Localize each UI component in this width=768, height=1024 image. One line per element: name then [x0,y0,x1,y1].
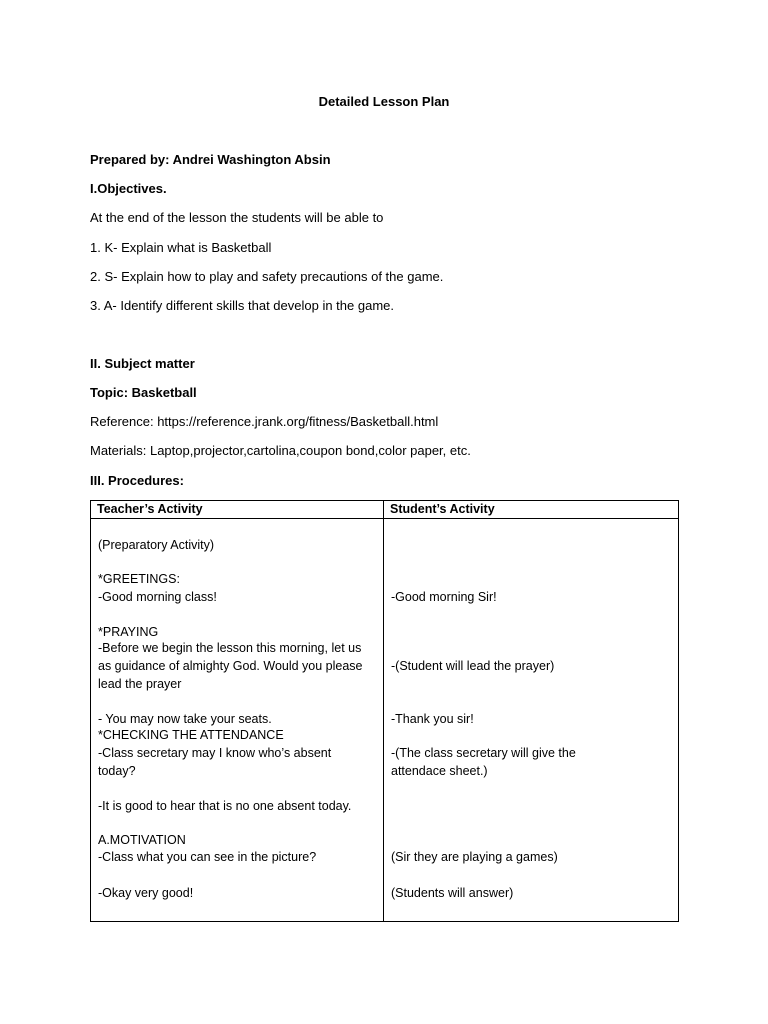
teacher-line: -It is good to hear that is no one absent today. [98,799,352,813]
student-activity-cell [384,519,679,922]
objective-item-s: 2. S- Explain how to play and safety precautions of the game. [90,269,444,284]
table-row [91,519,679,922]
student-line: -(Student will lead the prayer) [391,659,555,673]
procedures-heading: III. Procedures: [90,473,184,488]
teacher-line: - You may now take your seats. [98,712,272,726]
student-line: -(The class secretary will give the [391,746,576,760]
table-header-row [91,501,679,519]
student-line: attendace sheet.) [391,764,488,778]
teacher-line: -Before we begin the lesson this morning, let us [98,641,362,655]
teacher-line: -Okay very good! [98,886,194,900]
teacher-line: as guidance of almighty God. Would you please [98,659,363,673]
procedures-table [90,500,679,922]
objectives-heading: I.Objectives. [90,181,167,196]
teacher-line: today? [98,764,136,778]
teacher-activity-header: Teacher’s Activity [91,501,384,519]
document-title: Detailed Lesson Plan [318,94,450,109]
teacher-line: -Class secretary may I know who’s absent [98,746,332,760]
objectives-intro: At the end of the lesson the students will be able to [90,210,384,225]
teacher-line: *CHECKING THE ATTENDANCE [98,728,284,742]
reference: Reference: https://reference.jrank.org/fitness/Basketball.html [90,414,439,429]
teacher-line: (Preparatory Activity) [98,538,215,552]
student-line: -Thank you sir! [391,712,474,726]
teacher-activity-cell [91,519,384,922]
teacher-line: A.MOTIVATION [98,833,186,847]
student-line: -Good morning Sir! [391,590,497,604]
prepared-by: Prepared by: Andrei Washington Absin [90,152,331,167]
teacher-line: lead the prayer [98,677,182,691]
objective-item-a: 3. A- Identify different skills that develop in the game. [90,298,394,313]
student-line: (Students will answer) [391,886,514,900]
teacher-line: *PRAYING [98,625,159,639]
subject-matter-heading: II. Subject matter [90,356,195,371]
materials: Materials: Laptop,projector,cartolina,coupon bond,color paper, etc. [90,443,471,458]
student-line: (Sir they are playing a games) [391,850,558,864]
objective-item-k: 1. K- Explain what is Basketball [90,240,272,255]
topic: Topic: Basketball [90,385,197,400]
teacher-line: *GREETINGS: [98,572,180,586]
student-activity-header: Student’s Activity [384,501,679,519]
teacher-line: -Class what you can see in the picture? [98,850,317,864]
teacher-line: -Good morning class! [98,590,217,604]
